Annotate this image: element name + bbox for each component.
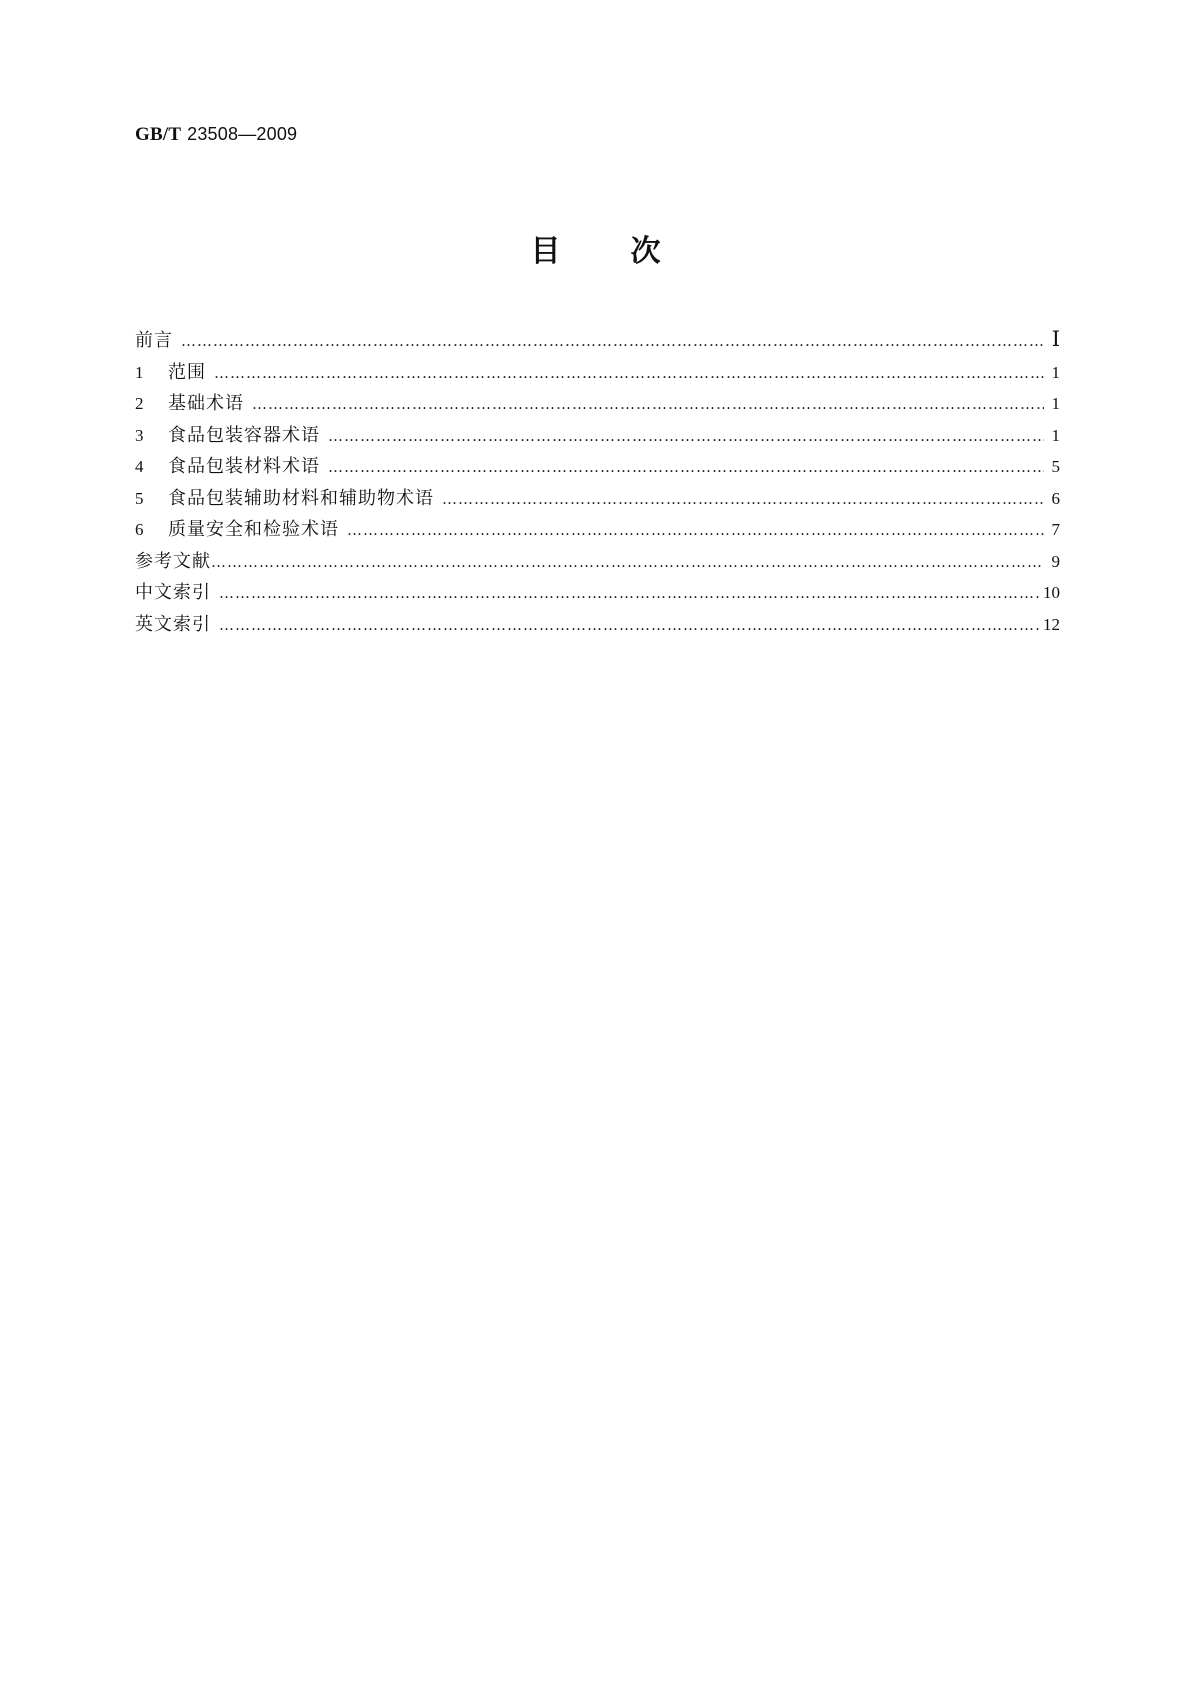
toc-entry-scope[interactable] <box>135 358 1060 390</box>
toc-entry-number: 3 <box>135 425 144 445</box>
toc-entry-chinese-index[interactable] <box>135 578 1060 610</box>
toc-entry-label: 食品包装容器术语 <box>168 424 320 446</box>
page-header <box>135 124 297 146</box>
toc-entry-label: 参考文献 <box>135 550 211 572</box>
toc-leader <box>219 616 1039 634</box>
standard-number: 23508—2009 <box>187 124 298 144</box>
toc-entry-label: 英文索引 <box>135 613 211 635</box>
toc-entry-label: 范围 <box>168 361 206 383</box>
toc-leader <box>328 427 1044 445</box>
toc-entry-label: 前言 <box>135 330 173 351</box>
toc-leader <box>219 584 1039 602</box>
toc-entry-page: 9 <box>1051 551 1060 571</box>
toc-entry-page: 1 <box>1051 425 1060 445</box>
toc-leader <box>214 364 1044 382</box>
toc-entry-foreword[interactable] <box>135 326 1060 358</box>
toc-entry-container-terms[interactable] <box>135 421 1060 453</box>
toc-leader <box>252 395 1044 413</box>
toc-entry-english-index[interactable] <box>135 610 1060 642</box>
toc-entry-page: Ⅰ <box>1051 327 1060 351</box>
toc-entry-auxiliary-terms[interactable] <box>135 484 1060 516</box>
toc-entry-number: 4 <box>135 457 144 476</box>
toc-entry-label: 中文索引 <box>135 582 211 603</box>
toc-entry-references[interactable] <box>135 547 1060 579</box>
toc-title-char-1: 目 <box>530 234 561 269</box>
toc-leader <box>211 553 1044 571</box>
toc-entry-basic-terms[interactable] <box>135 389 1060 421</box>
toc-entry-material-terms[interactable] <box>135 452 1060 484</box>
toc-list <box>135 326 1060 641</box>
toc-entry-page: 1 <box>1051 362 1060 382</box>
toc-entry-label: 食品包装辅助材料和辅助物术语 <box>168 487 434 509</box>
toc-entry-page: 12 <box>1043 614 1060 634</box>
toc-leader <box>347 521 1044 539</box>
toc-title-char-2: 次 <box>630 234 661 269</box>
toc-entry-number: 1 <box>135 362 144 382</box>
toc-leader <box>442 490 1044 508</box>
toc-entry-number: 5 <box>135 488 144 508</box>
toc-title <box>0 226 1191 270</box>
standard-prefix: GB/T <box>135 124 182 145</box>
toc-entry-label: 质量安全和检验术语 <box>168 519 339 540</box>
toc-leader <box>328 458 1044 476</box>
toc-entry-label: 基础术语 <box>168 393 244 414</box>
toc-leader <box>181 332 1044 350</box>
toc-entry-quality-terms[interactable] <box>135 515 1060 547</box>
toc-entry-page: 1 <box>1051 394 1060 413</box>
toc-entry-page: 10 <box>1043 583 1060 602</box>
toc-entry-page: 5 <box>1051 457 1060 476</box>
toc-entry-label: 食品包装材料术语 <box>168 456 320 477</box>
toc-entry-number: 2 <box>135 394 144 413</box>
toc-entry-number: 6 <box>135 520 144 539</box>
toc-entry-page: 7 <box>1051 520 1060 539</box>
toc-entry-page: 6 <box>1051 488 1060 508</box>
